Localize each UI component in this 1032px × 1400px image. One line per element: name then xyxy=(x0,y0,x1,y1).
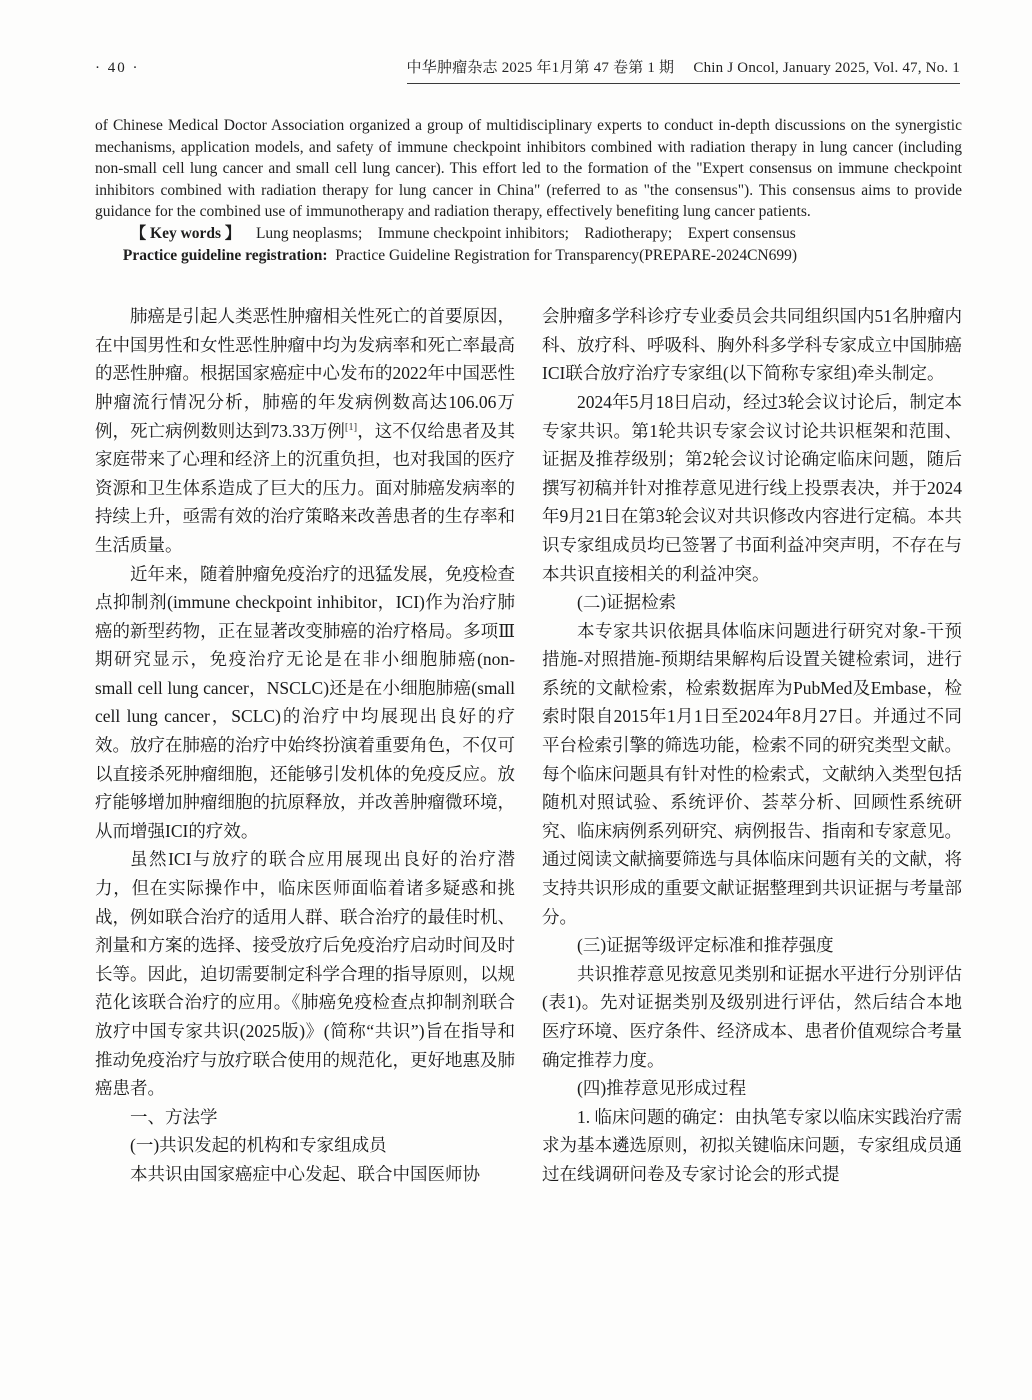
journal-citation-line: 中华肿瘤杂志 2025 年1月第 47 卷第 1 期 Chin J Oncol, January 2025, Vol. 47, No. 1 xyxy=(407,56,960,84)
reference-marker-1: [1] xyxy=(344,421,358,433)
paragraph-intro xyxy=(95,302,515,559)
paragraph-organizers-start: 本共识由国家癌症中心发起、联合中国医师协 xyxy=(130,1163,480,1184)
section-heading-methodology: 一、方法学 xyxy=(130,1106,218,1127)
registration-text: Practice Guideline Registration for Transparency(PREPARE-2024CN699) xyxy=(327,246,798,264)
paragraph-text: 肺癌是引起人类恶性肿瘤相关性死亡的首要原因，在中国男性和女性恶性肿瘤中均为发病率和死亡率最高的恶性肿瘤。根据国家癌症中心发布的2022年中国恶性肿瘤流行情况分析，肺癌的年发病例数高达106.06万例，死亡病例数则达到73.33万例 xyxy=(95,306,515,441)
left-column xyxy=(95,302,515,1188)
subsection-heading-recommendation-process: (四)推荐意见形成过程 xyxy=(577,1078,747,1099)
body-columns xyxy=(95,302,962,1188)
abstract-continuation-text: of Chinese Medical Doctor Association organized a group of multidisciplinary experts to conduct in-depth discussions on the synergistic mechanisms, application models, and safety of immune checkpoint inhibitors combined with radiation therapy in lung cancer (including non-small cell lung cancer and small cell lung cancer). This effort led to the formation of the "Expert consensus on immune checkpoint inhibitors combined with radiation therapy for lung cancer in China" (referred to as "the consensus"). This consensus aims to provide guidance for the combined use of immunotherapy and radiation therapy, effectively benefiting lung cancer patients. xyxy=(95,117,962,221)
keywords-label: 【 Key words 】 xyxy=(130,224,241,242)
paragraph-meeting-process: 2024年5月18日启动，经过3轮会议讨论后，制定本专家共识。第1轮共识专家会议讨论共识框架和范围、证据及推荐级别；第2轮会议讨论确定临床问题，随后撰写初稿并针对推荐意见进行线上投票表决，并于2024年9月21日在第3轮会议对共识修改内容进行定稿。本共识专家组成员均已签署了书面利益冲突声明，不存在与本共识直接相关的利益冲突。 xyxy=(542,391,962,584)
keywords-line xyxy=(95,223,962,245)
paragraph-organizers-continued: 会肿瘤多学科诊疗专业委员会共同组织国内51名肿瘤内科、放疗科、呼吸科、胸外科多学科专家成立中国肺癌ICI联合放疗治疗专家组(以下简称专家组)牵头制定。 xyxy=(542,306,962,384)
english-abstract-section xyxy=(95,115,962,266)
paragraph-evidence-grading: 共识推荐意见按意见类别和证据水平进行分别评估(表1)。先对证据类别及级别进行评估，然后结合本地医疗环境、医疗条件、经济成本、患者价值观综合考量确定推荐力度。 xyxy=(542,963,962,1070)
registration-label: Practice guideline registration: xyxy=(122,246,328,264)
right-column xyxy=(542,302,962,1188)
subsection-heading-evidence-grading: (三)证据等级评定标准和推荐强度 xyxy=(577,935,834,956)
paragraph-ici-background: 近年来，随着肿瘤免疫治疗的迅猛发展，免疫检查点抑制剂(immune checkpoint inhibitor，ICI)作为治疗肺癌的新型药物，正在显著改变肺癌的治疗格局。多项Ⅲ期研究显示，免疫治疗无论是在非小细胞肺癌(non-small cell lung cancer，NSCLC)还是在小细胞肺癌(small cell lung cancer，SCLC)的治疗中均展现出良好的疗效。放疗在肺癌的治疗中始终扮演着重要角色，不仅可以直接杀死肿瘤细胞，还能够引发机体的免疫反应。放疗能够增加肿瘤细胞的抗原释放，并改善肿瘤微环境，从而增强ICI的疗效。 xyxy=(95,563,515,841)
keywords-text: Lung neoplasms; Immune checkpoint inhibitors; Radiotherapy; Expert consensus xyxy=(240,224,796,242)
running-head xyxy=(95,56,960,84)
paragraph-text: ，这不仅给患者及其家庭带来了心理和经济上的沉重负担，也对我国的医疗资源和卫生体系造成了巨大的压力。面对肺癌发病率的持续上升，亟需有效的治疗策略来改善患者的生存率和生活质量。 xyxy=(95,420,516,555)
registration-line xyxy=(95,245,962,267)
paragraph-evidence-search: 本专家共识依据具体临床问题进行研究对象-干预措施-对照措施-预期结果解构后设置关键检索词，进行系统的文献检索，检索数据库为PubMed及Embase，检索时限自2015年1月1日至2024年8月27日。并通过不同平台检索引擎的筛选功能，检索不同的研究类型文献。每个临床问题具有针对性的检索式，文献纳入类型包括随机对照试验、系统评价、荟萃分析、回顾性系统研究、临床病例系列研究、病例报告、指南和专家意见。通过阅读文献摘要筛选与具体临床问题有关的文献，将支持共识形成的重要文献证据整理到共识证据与考量部分。 xyxy=(542,620,962,927)
page-number: · 40 · xyxy=(95,60,140,76)
paragraph-clinical-questions: 1. 临床问题的确定：由执笔专家以临床实践治疗需求为基本遴选原则，初拟关键临床问题，专家组成员通过在线调研问卷及专家讨论会的形式提 xyxy=(542,1106,962,1184)
paragraph-consensus-purpose: 虽然ICI与放疗的联合应用展现出良好的治疗潜力，但在实际操作中，临床医师面临着诸多疑惑和挑战，例如联合治疗的适用人群、联合治疗的最佳时机、剂量和方案的选择、接受放疗后免疫治疗启动时间及时长等。因此，迫切需要制定科学合理的指导原则，以规范化该联合治疗的应用。《肺癌免疫检查点抑制剂联合放疗中国专家共识(2025版)》(简称“共识”)旨在指导和推动免疫治疗与放疗联合使用的规范化，更好地惠及肺癌患者。 xyxy=(95,849,515,1099)
subsection-heading-organizers: (一)共识发起的机构和专家组成员 xyxy=(130,1135,387,1156)
subsection-heading-evidence-search: (二)证据检索 xyxy=(577,592,677,613)
